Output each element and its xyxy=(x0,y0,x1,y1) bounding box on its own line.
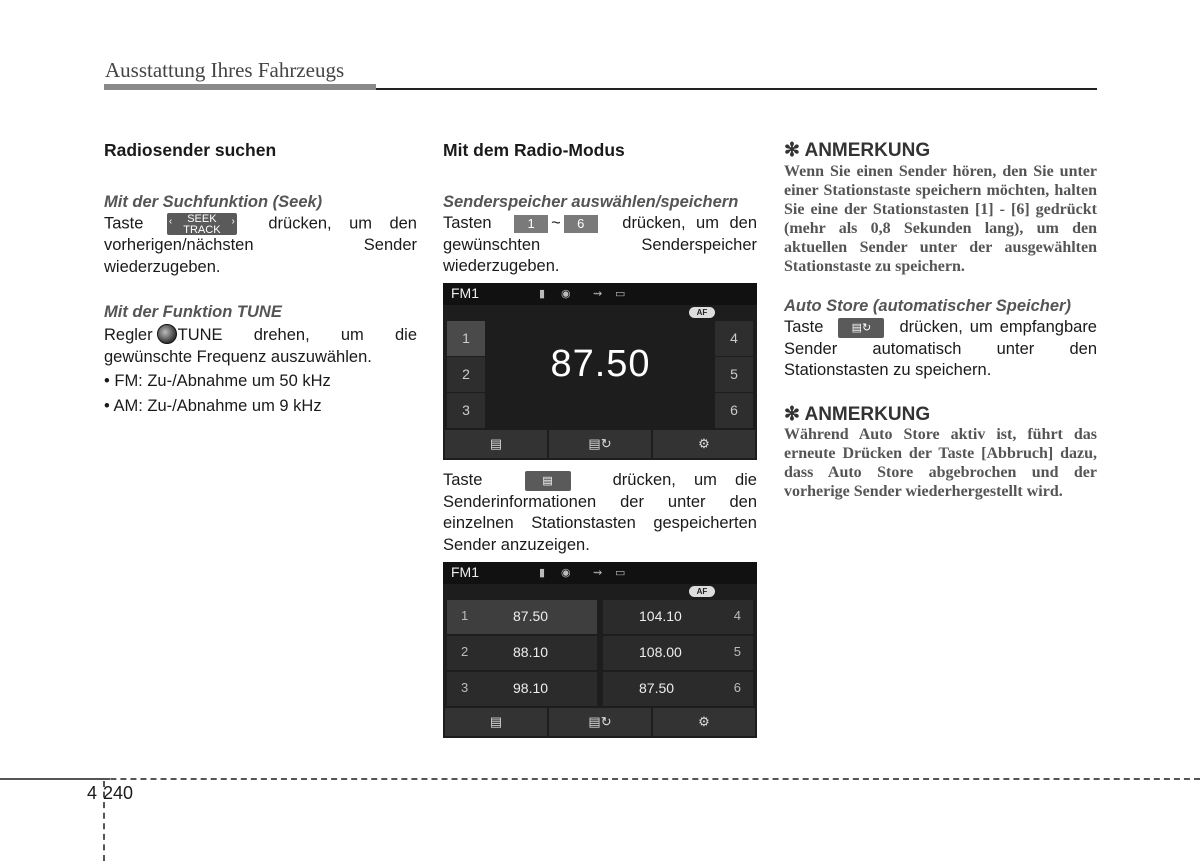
settings-button[interactable] xyxy=(653,708,755,736)
section-number: 4 xyxy=(87,783,98,803)
note-heading-2: ✻ ANMERKUNG xyxy=(784,403,931,425)
tune-paragraph xyxy=(104,324,417,369)
radio-list-icon: ▤ xyxy=(489,714,503,729)
preset-number: 6 xyxy=(733,680,741,695)
list-item[interactable] xyxy=(603,636,753,670)
preset-frequency: 87.50 xyxy=(513,608,549,624)
preset-key-1-icon: 1 xyxy=(514,215,548,233)
screen-toolbar xyxy=(445,708,755,736)
footer-rule-solid xyxy=(0,778,110,780)
preset-button-2[interactable]: 2 xyxy=(447,357,485,392)
preset-number: 5 xyxy=(733,644,741,659)
section-heading-search: Radiosender suchen xyxy=(104,140,277,160)
note-text-2: Während Auto Store aktiv ist, führt das erneute Drücken der Taste [Abbruch] dazu, dass Auto Store abgebrochen und der vorherige Sender wiederhergestellt wird. xyxy=(784,426,1097,500)
seek-key-top-label: SEEK xyxy=(187,213,217,225)
status-bar xyxy=(443,562,757,584)
subheading-tune: Mit der Funktion TUNE xyxy=(104,303,282,321)
disc-icon: ◉ xyxy=(561,567,571,579)
bullet-fm: • FM: Zu-/Abnahme um 50 kHz xyxy=(104,372,331,390)
tune-knob-icon xyxy=(157,324,177,344)
aux-icon: ▭ xyxy=(615,288,626,300)
seek-paragraph xyxy=(104,213,417,278)
preset-frequency: 87.50 xyxy=(639,680,675,696)
preset-button-6[interactable]: 6 xyxy=(715,393,753,428)
info-block xyxy=(443,470,757,556)
seek-key-bottom-label: TRACK xyxy=(183,224,221,236)
preset-frequency: 108.00 xyxy=(639,644,682,660)
info-key-icon: ▤ xyxy=(525,471,571,491)
preset-frequency: 88.10 xyxy=(513,644,549,660)
column-2 xyxy=(443,140,757,278)
note-heading-1: ✻ ANMERKUNG xyxy=(784,140,931,161)
seek-text-after: drücken, um den vorherigen/nächsten Sender wiederzugeben. xyxy=(104,214,417,276)
preset-frequency: 104.10 xyxy=(639,608,682,624)
header-rule-thin xyxy=(376,88,1097,90)
bullet-am: • AM: Zu-/Abnahme um 9 kHz xyxy=(104,396,322,415)
bluetooth-icon: ▮ xyxy=(539,567,546,579)
autostore-text-before: Taste xyxy=(784,318,824,336)
column-3 xyxy=(784,140,1097,501)
subheading-autostore: Auto Store (automatischer Speicher) xyxy=(784,296,1071,315)
info-paragraph xyxy=(443,470,757,556)
page-header-title: Ausstattung Ihres Fahrzeugs xyxy=(105,58,345,82)
radio-screen-main xyxy=(443,283,757,460)
info-list-button[interactable] xyxy=(445,708,547,736)
info-text-after: drücken, um die Senderinformationen der unter den einzelnen Stationstasten gespeicherten Sender anzuzeigen. xyxy=(443,471,757,554)
tune-text-after: TUNE drehen, um die gewünschte Frequenz auszuwählen. xyxy=(104,325,417,366)
presets-text-after: drücken, um den gewünschten Senderspeicher wiederzugeben. xyxy=(443,214,757,275)
gear-icon: ⚙ xyxy=(698,714,710,729)
bluetooth-icon: ▮ xyxy=(539,288,546,300)
autostore-button[interactable] xyxy=(549,708,651,736)
preset-key-6-icon: 6 xyxy=(564,215,598,233)
presets-text-before: Tasten xyxy=(443,214,492,232)
frequency-display: 87.50 xyxy=(550,343,651,385)
gear-icon: ⚙ xyxy=(698,436,710,451)
list-item[interactable] xyxy=(447,600,597,634)
subheading-seek: Mit der Suchfunktion (Seek) xyxy=(104,192,323,211)
page-number xyxy=(87,783,133,804)
aux-icon: ▭ xyxy=(615,567,626,579)
preset-button-3[interactable]: 3 xyxy=(447,393,485,428)
band-label: FM1 xyxy=(451,564,479,580)
list-item[interactable] xyxy=(603,600,753,634)
preset-button-4[interactable]: 4 xyxy=(715,321,753,356)
preset-number: 3 xyxy=(461,680,469,695)
preset-button-5[interactable]: 5 xyxy=(715,357,753,392)
list-item[interactable] xyxy=(603,672,753,706)
af-badge: AF xyxy=(689,307,715,318)
column-1 xyxy=(104,140,417,417)
info-text-before: Taste xyxy=(443,471,483,489)
autostore-icon: ▤↻ xyxy=(588,436,612,451)
preset-number: 2 xyxy=(461,644,469,659)
seek-track-key-icon: ‹ SEEK TRACK › xyxy=(168,213,235,236)
settings-button[interactable] xyxy=(653,430,755,458)
footer-rule xyxy=(0,778,1200,780)
section-heading-radio-mode: Mit dem Radio-Modus xyxy=(443,140,625,160)
radio-screen-list xyxy=(443,562,757,738)
autostore-icon: ▤↻ xyxy=(588,714,612,729)
af-badge: AF xyxy=(689,586,715,597)
subheading-presets: Senderspeicher auswählen/speichern xyxy=(443,192,739,211)
presets-paragraph xyxy=(443,213,757,278)
preset-frequency: 98.10 xyxy=(513,680,549,696)
preset-number: 1 xyxy=(461,608,469,623)
band-label: FM1 xyxy=(451,285,479,301)
info-list-button[interactable] xyxy=(445,430,547,458)
tilde: ~ xyxy=(551,214,561,232)
list-item[interactable] xyxy=(447,636,597,670)
autostore-text-after: drücken, um empfangbare Sender automatisch unter den Stationstasten zu speichern. xyxy=(784,318,1097,379)
autostore-key-icon: ▤↻ xyxy=(838,318,884,338)
tune-text-before: Regler xyxy=(104,325,153,344)
disc-icon: ◉ xyxy=(561,288,571,300)
preset-button-1[interactable]: 1 xyxy=(447,321,485,356)
autostore-button[interactable] xyxy=(549,430,651,458)
preset-number: 4 xyxy=(733,608,741,623)
list-item[interactable] xyxy=(447,672,597,706)
header-rule-thick xyxy=(104,84,376,90)
radio-list-icon: ▤ xyxy=(489,436,503,451)
usb-icon: ⇝ xyxy=(593,288,603,300)
page-number-value: 240 xyxy=(103,783,134,803)
usb-icon: ⇝ xyxy=(593,567,603,579)
seek-text-before: Taste xyxy=(104,214,144,233)
note-text-1: Wenn Sie einen Sender hören, den Sie unter einer Stationstaste speichern möchten, halten Sie eine der Stationstasten [1] - [6] gedrückt (mehr als 0,8 Sekunden lang), um den aktuellen Sender unter der ausgewählten Stationstaste zu speichern. xyxy=(784,162,1097,275)
autostore-paragraph xyxy=(784,317,1097,382)
screen-toolbar xyxy=(445,430,755,458)
status-bar xyxy=(443,283,757,305)
